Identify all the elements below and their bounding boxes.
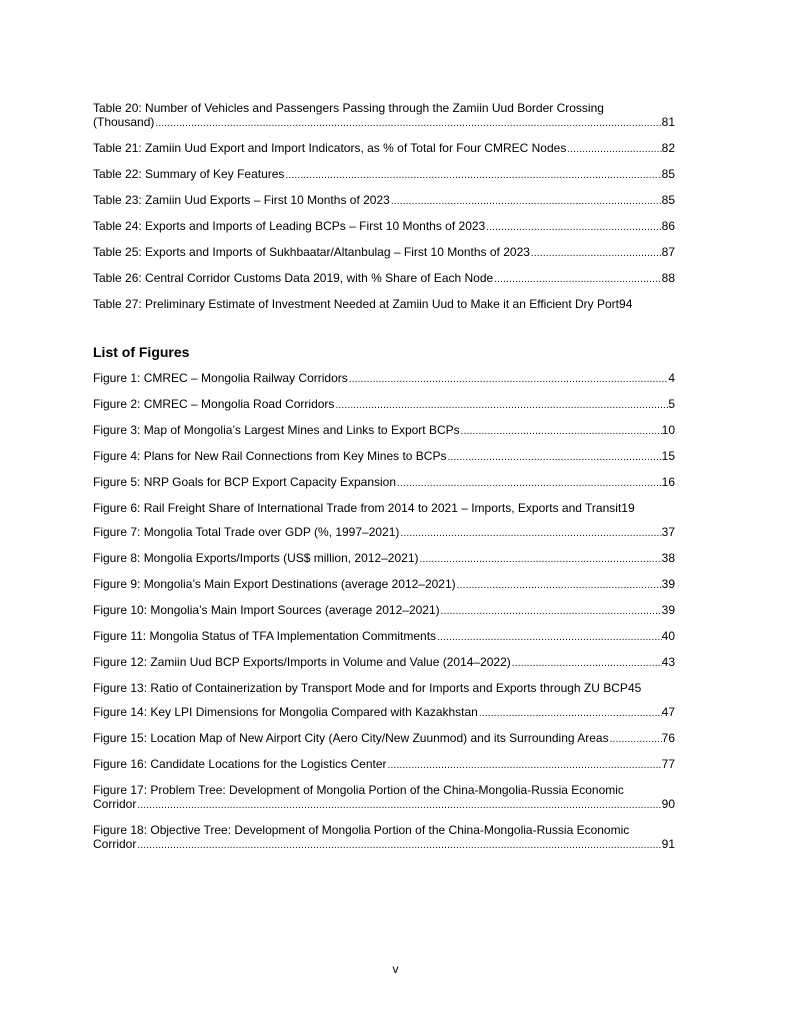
- list-of-figures: [93, 371, 675, 853]
- toc-entry[interactable]: [93, 655, 675, 671]
- list-of-tables: [93, 101, 675, 311]
- dot-leader: [136, 837, 661, 853]
- toc-entry-text: Figure 3: Map of Mongolia’s Largest Mines and Links to Export BCPs: [93, 423, 460, 437]
- toc-entry-text: Figure 11: Mongolia Status of TFA Implementation Commitments: [93, 629, 437, 643]
- toc-entry-page: 76: [661, 731, 675, 745]
- dot-leader: [530, 245, 662, 261]
- toc-entry-page: 47: [661, 705, 675, 719]
- toc-entry[interactable]: [93, 271, 675, 287]
- toc-entry-text-line1: Figure 18: Objective Tree: Development of Mongolia Portion of the China-Mongolia-Russia Economic: [93, 823, 630, 837]
- toc-entry[interactable]: [93, 603, 675, 619]
- toc-entry[interactable]: [93, 101, 675, 131]
- toc-entry-page: 77: [661, 757, 675, 771]
- toc-entry[interactable]: [93, 423, 675, 439]
- toc-entry-text: Figure 15: Location Map of New Airport City (Aero City/New Zuunmod) and its Surrounding Areas: [93, 731, 609, 745]
- toc-entry-text: Figure 10: Mongolia’s Main Import Sources (average 2012–2021): [93, 603, 440, 617]
- toc-entry[interactable]: [93, 219, 675, 235]
- toc-entry-page: 91: [661, 837, 675, 851]
- toc-entry-page: 86: [661, 219, 675, 233]
- toc-entry-page: 38: [661, 551, 675, 565]
- toc-entry-text-line1: Figure 17: Problem Tree: Development of Mongolia Portion of the China-Mongolia-Russia Economic: [93, 783, 624, 797]
- toc-entry-page: 81: [661, 115, 675, 129]
- toc-entry-text: Table 22: Summary of Key Features: [93, 167, 285, 181]
- toc-entry-text: Figure 5: NRP Goals for BCP Export Capacity Expansion: [93, 475, 397, 489]
- toc-entry[interactable]: [93, 783, 675, 813]
- toc-entry[interactable]: [93, 681, 675, 695]
- toc-entry[interactable]: [93, 705, 675, 721]
- dot-leader: [136, 797, 661, 813]
- toc-entry[interactable]: [93, 449, 675, 465]
- toc-entry[interactable]: [93, 167, 675, 183]
- toc-entry[interactable]: [93, 141, 675, 157]
- toc-entry-text: (Thousand): [93, 115, 155, 129]
- toc-entry-page: 90: [661, 797, 675, 811]
- dot-leader: [396, 475, 662, 491]
- toc-entry-text: Figure 8: Mongolia Exports/Imports (US$ million, 2012–2021): [93, 551, 419, 565]
- toc-entry-text-line1: Table 20: Number of Vehicles and Passengers Passing through the Zamiin Uud Border Crossing: [93, 101, 604, 115]
- dot-leader: [511, 655, 662, 671]
- table-of-contents: [93, 101, 675, 863]
- toc-entry[interactable]: [93, 245, 675, 261]
- dot-leader: [485, 219, 661, 235]
- toc-entry-page: 16: [661, 475, 675, 489]
- toc-entry[interactable]: [93, 371, 675, 387]
- toc-entry-page: 10: [661, 423, 675, 437]
- toc-entry[interactable]: [93, 731, 675, 747]
- toc-entry-page: 40: [661, 629, 675, 643]
- toc-entry[interactable]: [93, 757, 675, 773]
- toc-entry-text: Figure 1: CMREC – Mongolia Railway Corridors: [93, 371, 348, 385]
- dot-leader: [387, 757, 662, 773]
- toc-entry[interactable]: [93, 629, 675, 645]
- toc-entry-text: Table 26: Central Corridor Customs Data 2019, with % Share of Each Node: [93, 271, 494, 285]
- toc-entry-page: 87: [661, 245, 675, 259]
- toc-entry-page: 39: [661, 577, 675, 591]
- toc-entry-page: 82: [661, 141, 675, 155]
- toc-entry-text: Figure 2: CMREC – Mongolia Road Corridors: [93, 397, 335, 411]
- toc-entry-page: 85: [661, 193, 675, 207]
- toc-entry[interactable]: [93, 475, 675, 491]
- toc-entry[interactable]: [93, 193, 675, 209]
- dot-leader: [609, 731, 662, 747]
- toc-entry-text: Corridor: [93, 837, 137, 851]
- toc-entry-page: 4: [668, 371, 675, 385]
- toc-entry[interactable]: [93, 551, 675, 567]
- toc-entry-page: 45: [627, 681, 642, 695]
- dot-leader: [446, 449, 661, 465]
- dot-leader: [348, 371, 669, 387]
- dot-leader: [390, 193, 662, 209]
- toc-entry-text: Table 25: Exports and Imports of Sukhbaatar/Altanbulag – First 10 Months of 2023: [93, 245, 530, 259]
- dot-leader: [399, 525, 661, 541]
- toc-entry[interactable]: [93, 501, 675, 515]
- list-of-figures-heading: List of Figures: [93, 344, 190, 360]
- toc-entry-text: Figure 12: Zamiin Uud BCP Exports/Imports in Volume and Value (2014–2022): [93, 655, 511, 669]
- toc-entry-text: Table 23: Zamiin Uud Exports – First 10 Months of 2023: [93, 193, 390, 207]
- toc-entry-text: Table 24: Exports and Imports of Leading BCPs – First 10 Months of 2023: [93, 219, 486, 233]
- toc-entry-text: Figure 9: Mongolia’s Main Export Destinations (average 2012–2021): [93, 577, 456, 591]
- toc-entry-text: Figure 7: Mongolia Total Trade over GDP (%, 1997–2021): [93, 525, 400, 539]
- toc-entry-page: 15: [661, 449, 675, 463]
- toc-entry-text: Table 27: Preliminary Estimate of Investment Needed at Zamiin Uud to Make it an Efficient Dry Port: [93, 297, 620, 311]
- toc-entry-page: 88: [661, 271, 675, 285]
- dot-leader: [154, 115, 661, 131]
- dot-leader: [478, 705, 662, 721]
- toc-entry-text: Corridor: [93, 797, 137, 811]
- dot-leader: [460, 423, 662, 439]
- toc-entry-page: 37: [661, 525, 675, 539]
- toc-entry-text: Figure 16: Candidate Locations for the Logistics Center: [93, 757, 387, 771]
- dot-leader: [419, 551, 662, 567]
- dot-leader: [334, 397, 668, 413]
- toc-entry[interactable]: [93, 397, 675, 413]
- dot-leader: [284, 167, 661, 183]
- toc-entry[interactable]: [93, 823, 675, 853]
- toc-entry-text: Figure 4: Plans for New Rail Connections from Key Mines to BCPs: [93, 449, 447, 463]
- page-number: v: [392, 962, 399, 976]
- dot-leader: [456, 577, 662, 593]
- toc-entry-text: Figure 13: Ratio of Containerization by Transport Mode and for Imports and Exports through ZU BCP: [93, 681, 628, 695]
- dot-leader: [493, 271, 661, 287]
- toc-entry-text: Figure 14: Key LPI Dimensions for Mongolia Compared with Kazakhstan: [93, 705, 478, 719]
- toc-entry-page: 85: [661, 167, 675, 181]
- toc-entry-page: 39: [661, 603, 675, 617]
- dot-leader: [566, 141, 661, 157]
- toc-entry[interactable]: [93, 297, 675, 311]
- toc-entry[interactable]: [93, 525, 675, 541]
- toc-entry-text: Figure 6: Rail Freight Share of International Trade from 2014 to 2021 – Imports, Exports and Transit: [93, 501, 622, 515]
- toc-entry[interactable]: [93, 577, 675, 593]
- dot-leader: [440, 603, 662, 619]
- toc-entry-page: 94: [619, 297, 633, 311]
- dot-leader: [436, 629, 662, 645]
- toc-entry-page: 19: [621, 501, 635, 515]
- toc-entry-page: 43: [661, 655, 675, 669]
- toc-entry-text: Table 21: Zamiin Uud Export and Import Indicators, as % of Total for Four CMREC Nodes: [93, 141, 567, 155]
- toc-entry-page: 5: [668, 397, 675, 411]
